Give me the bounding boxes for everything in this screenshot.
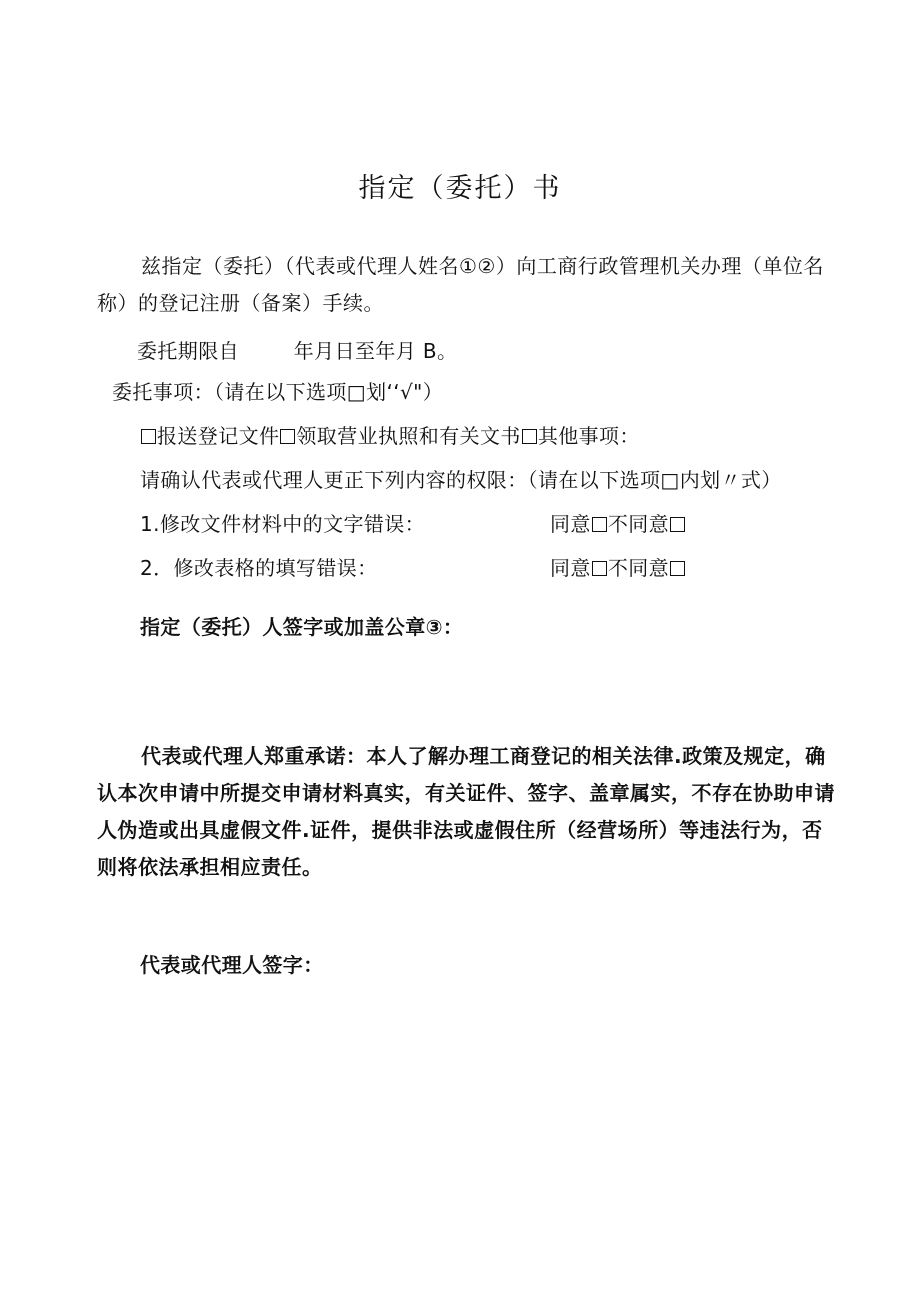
- option-collect-license-label: 领取营业执照和有关文书: [296, 424, 521, 448]
- item-2-options: [550, 556, 686, 580]
- checkbox-other-matters[interactable]: [522, 429, 537, 444]
- item-1-options: [550, 512, 686, 536]
- principal-signature-label: 指定（委托）人签字或加盖公章③：: [140, 615, 464, 639]
- item-1-disagree-checkbox[interactable]: [670, 517, 685, 532]
- item-2-label: 2．修改表格的填写错误：: [140, 556, 378, 580]
- matters-heading: 委托事项：（请在以下选项□划‘‘√"）: [112, 380, 444, 404]
- item-1-disagree-label: 不同意: [607, 512, 670, 536]
- agent-signature-label: 代表或代理人签字：: [140, 953, 324, 977]
- period-line: [137, 339, 457, 363]
- period-label: 委托期限自: [137, 339, 239, 363]
- item-1-agree-label: 同意: [550, 512, 591, 536]
- item-2-disagree-label: 不同意: [607, 556, 670, 580]
- checkbox-report-docs[interactable]: [141, 429, 156, 444]
- intro-paragraph: 兹指定（委托）（代表或代理人姓名①②）向工商行政管理机关办理（单位名称）的登记注册（备案）手续。: [97, 254, 824, 315]
- item-2-agree-checkbox[interactable]: [592, 561, 607, 576]
- item-2-disagree-checkbox[interactable]: [670, 561, 685, 576]
- confirm-line: 请确认代表或代理人更正下列内容的权限：（请在以下选项□内划〃式）: [140, 468, 782, 492]
- checkbox-collect-license[interactable]: [280, 429, 295, 444]
- period-rest: 年月日至年月 B。: [293, 339, 458, 363]
- item-1-agree-checkbox[interactable]: [592, 517, 607, 532]
- item-row-1: [140, 512, 720, 536]
- pledge-paragraph: 代表或代理人郑重承诺：本人了解办理工商登记的相关法律.政策及规定，确认本次申请中所提交申请材料真实，有关证件、签字、盖章属实，不存在协助申请人伪造或出具虚假文件.证件，提供非法或虚假住所（经营场所）等违法行为，否则将依法承担相应责任。: [97, 744, 835, 879]
- item-row-2: [140, 556, 720, 580]
- option-other-matters-label: 其他事项：: [537, 424, 640, 448]
- item-2-agree-label: 同意: [550, 556, 591, 580]
- document-title: 指定（委托）书: [358, 173, 562, 204]
- item-1-label: 1.修改文件材料中的文字错误：: [140, 512, 426, 536]
- option-report-docs-label: 报送登记文件: [157, 424, 280, 448]
- matters-options: [140, 424, 640, 448]
